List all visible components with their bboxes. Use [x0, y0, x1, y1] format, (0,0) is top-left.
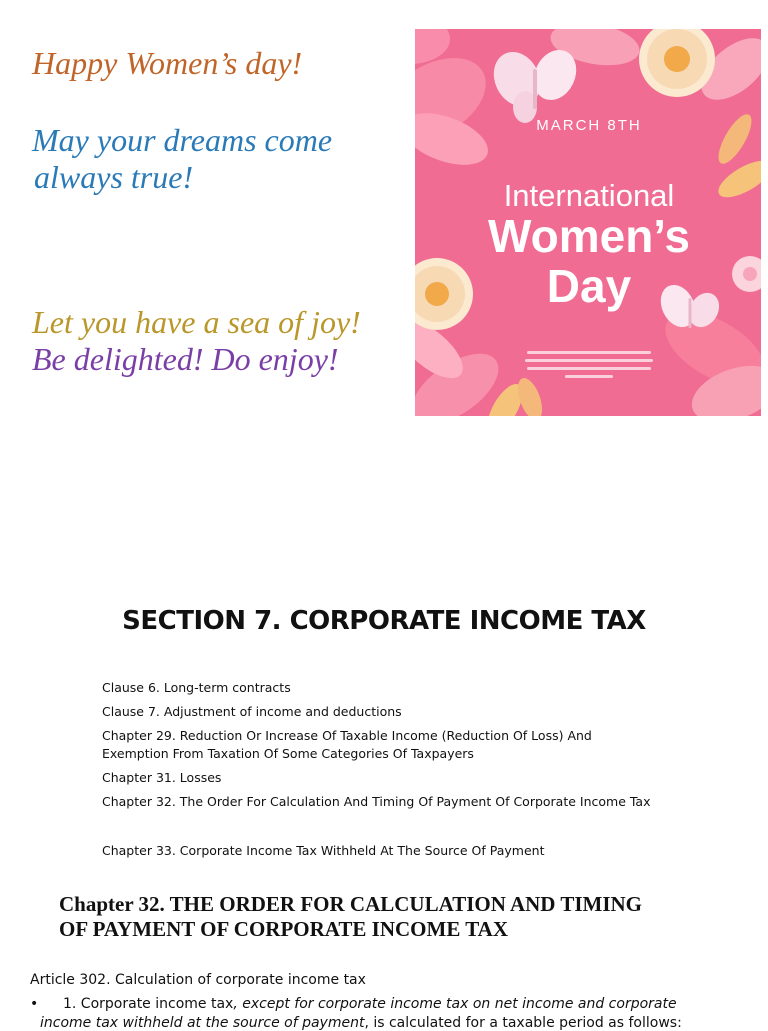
greeting-line-2b: always true!	[34, 159, 194, 195]
toc-item: Chapter 31. Losses	[102, 770, 222, 785]
toc-item: Chapter 32. The Order For Calculation And Timing Of Payment Of Corporate Income Tax	[102, 794, 651, 809]
toc-item: Chapter 33. Corporate Income Tax Withheld At The Source Of Payment	[102, 843, 545, 858]
paragraph-number: 1. Corporate income tax	[63, 996, 234, 1012]
greeting-line-2a: May your dreams come	[32, 122, 333, 158]
article-title: Article 302. Calculation of corporate income tax	[30, 972, 366, 988]
chapter-heading-line-2: OF PAYMENT OF CORPORATE INCOME TAX	[59, 917, 508, 941]
toc-item: Clause 7. Adjustment of income and deductions	[102, 704, 402, 719]
womens-day-poster	[415, 29, 761, 416]
poster-title-line-3: Day	[546, 260, 632, 312]
paragraph-exception-text: , except for corporate income tax on net income and corporate	[233, 996, 677, 1012]
greeting-line-3b: Be delighted! Do enjoy!	[32, 341, 339, 377]
paragraph-rest: , is calculated for a taxable period as follows:	[364, 1015, 682, 1031]
bullet: •	[30, 996, 39, 1012]
toc-item-continued: Exemption From Taxation Of Some Categories Of Taxpayers	[102, 746, 474, 761]
poster-date: MARCH 8TH	[536, 117, 642, 134]
poster-title-line-1: International	[503, 178, 675, 213]
toc-item: Clause 6. Long-term contracts	[102, 680, 291, 695]
greeting-line-1: Happy Women’s day!	[32, 45, 303, 81]
greeting-line-3a: Let you have a sea of joy!	[32, 304, 361, 340]
article-paragraph-line-2	[40, 1015, 682, 1031]
chapter-heading-line-1: Chapter 32. THE ORDER FOR CALCULATION AND TIMING	[59, 892, 643, 916]
article-paragraph-line-1	[30, 996, 677, 1012]
paragraph-exception-text-cont: income tax withheld at the source of payment	[40, 1015, 365, 1031]
toc-item: Chapter 29. Reduction Or Increase Of Taxable Income (Reduction Of Loss) And	[102, 728, 592, 743]
section-title: SECTION 7. CORPORATE INCOME TAX	[122, 606, 646, 636]
chapter-heading	[59, 892, 642, 942]
poster-title-line-2: Women’s	[488, 210, 690, 262]
